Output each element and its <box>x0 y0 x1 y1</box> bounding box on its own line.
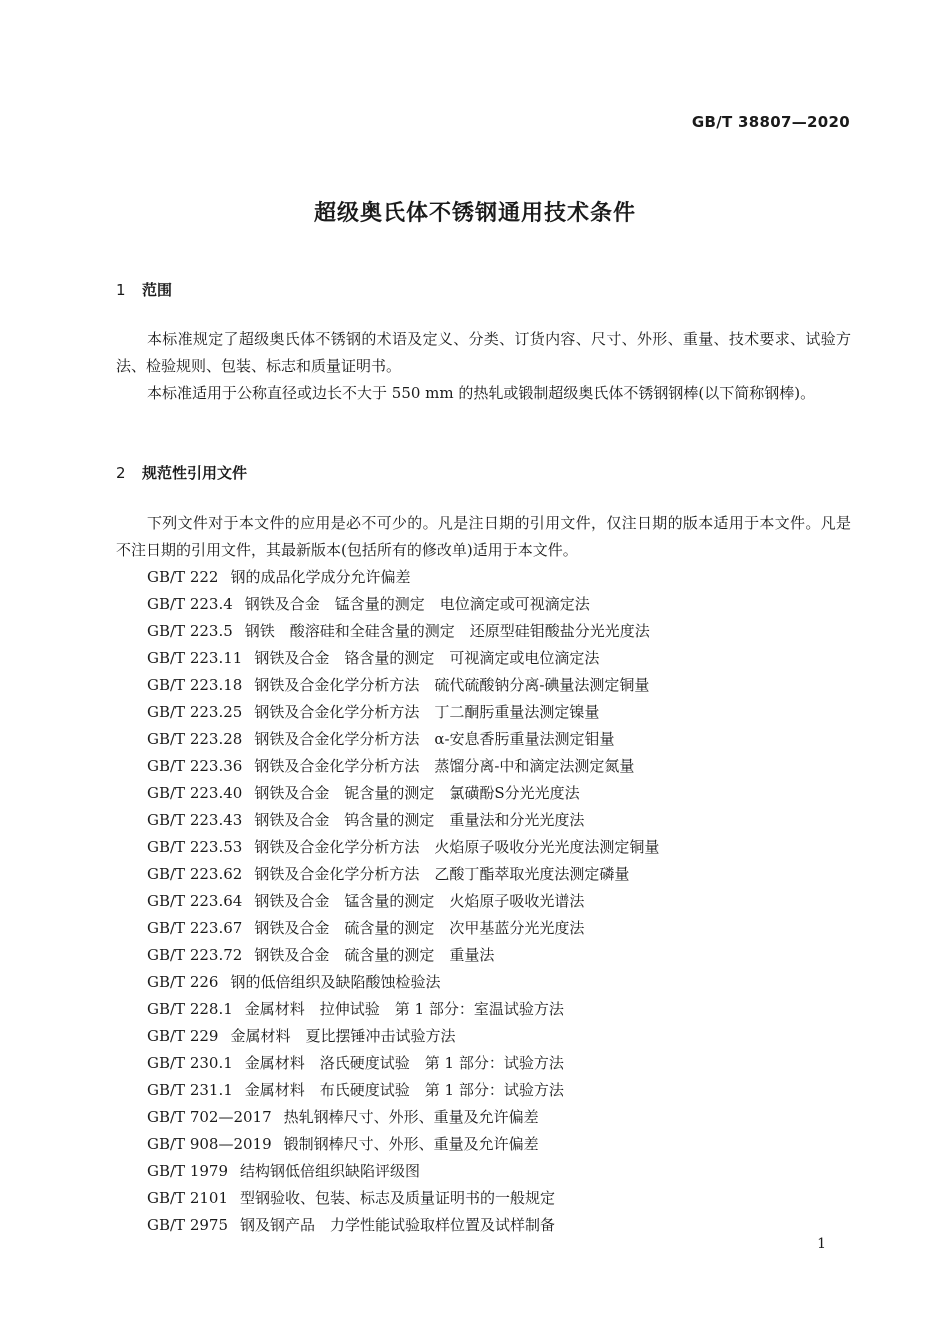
reference-title: 型钢验收、包装、标志及质量证明书的一般规定 <box>240 1189 556 1207</box>
reference-title: 金属材料 夏比摆锤冲击试验方法 <box>230 1027 456 1045</box>
reference-code: GB/T 223.36 <box>147 757 243 775</box>
reference-item <box>147 1185 659 1212</box>
section-2-title: 规范性引用文件 <box>142 464 248 482</box>
reference-code: GB/T 2975 <box>147 1216 229 1234</box>
reference-code: GB/T 228.1 <box>147 1000 233 1018</box>
reference-code: GB/T 2101 <box>147 1189 229 1207</box>
reference-title: 钢铁及合金 硫含量的测定 次甲基蓝分光光度法 <box>254 919 585 937</box>
reference-code: GB/T 223.64 <box>147 892 243 910</box>
reference-title: 钢铁及合金化学分析方法 乙酸丁酯萃取光度法测定磷量 <box>254 865 630 883</box>
reference-title: 钢铁及合金化学分析方法 蒸馏分离-中和滴定法测定氮量 <box>254 757 635 775</box>
reference-code: GB/T 230.1 <box>147 1054 233 1072</box>
reference-item <box>147 1131 659 1158</box>
reference-code: GB/T 223.25 <box>147 703 243 721</box>
reference-item <box>147 1077 659 1104</box>
reference-title: 钢及钢产品 力学性能试验取样位置及试样制备 <box>240 1216 556 1234</box>
reference-code: GB/T 223.53 <box>147 838 243 856</box>
reference-title: 钢铁及合金 钨含量的测定 重量法和分光光度法 <box>254 811 585 829</box>
reference-title: 钢铁及合金 锰含量的测定 电位滴定或可视滴定法 <box>244 595 590 613</box>
reference-title: 钢的低倍组织及缺陷酸蚀检验法 <box>230 973 441 991</box>
standard-number: GB/T 38807—2020 <box>691 113 850 131</box>
reference-item <box>147 591 659 618</box>
scope-paragraph-1: 本标准规定了超级奥氏体不锈钢的术语及定义、分类、订货内容、尺寸、外形、重量、技术要求、试验方法、检验规则、包装、标志和质量证明书。 <box>116 330 851 375</box>
reference-title: 金属材料 布氏硬度试验 第 1 部分：试验方法 <box>244 1081 564 1099</box>
reference-item <box>147 834 659 861</box>
reference-title: 钢铁及合金 铌含量的测定 氯磺酚S分光光度法 <box>254 784 580 802</box>
reference-title: 钢铁及合金化学分析方法 硫代硫酸钠分离-碘量法测定铜量 <box>254 676 650 694</box>
reference-title: 钢铁及合金化学分析方法 丁二酮肟重量法测定镍量 <box>254 703 600 721</box>
reference-code: GB/T 223.18 <box>147 676 243 694</box>
section-2-number: 2 <box>116 464 126 482</box>
reference-item <box>147 861 659 888</box>
reference-item <box>147 753 659 780</box>
reference-title: 钢铁 酸溶硅和全硅含量的测定 还原型硅钼酸盐分光光度法 <box>244 622 650 640</box>
reference-item <box>147 564 659 591</box>
reference-item <box>147 996 659 1023</box>
section-1-heading <box>116 279 172 300</box>
reference-title: 钢铁及合金化学分析方法 α-安息香肟重量法测定钼量 <box>254 730 615 748</box>
reference-item <box>147 645 659 672</box>
references-intro: 下列文件对于本文件的应用是必不可少的。凡是注日期的引用文件，仅注日期的版本适用于本文件。凡是不注日期的引用文件，其最新版本(包括所有的修改单)适用于本文件。 <box>116 514 851 559</box>
reference-title: 钢铁及合金 硫含量的测定 重量法 <box>254 946 495 964</box>
reference-item <box>147 942 659 969</box>
reference-code: GB/T 223.40 <box>147 784 243 802</box>
reference-title: 锻制钢棒尺寸、外形、重量及允许偏差 <box>283 1135 539 1153</box>
reference-code: GB/T 223.5 <box>147 622 233 640</box>
reference-item <box>147 726 659 753</box>
reference-list <box>147 564 659 1239</box>
reference-item <box>147 699 659 726</box>
reference-title: 结构钢低倍组织缺陷评级图 <box>240 1162 421 1180</box>
reference-code: GB/T 223.28 <box>147 730 243 748</box>
reference-code: GB/T 223.62 <box>147 865 243 883</box>
reference-code: GB/T 223.11 <box>147 649 243 667</box>
reference-item <box>147 807 659 834</box>
section-2-heading <box>116 462 247 483</box>
reference-item <box>147 618 659 645</box>
reference-title: 钢的成品化学成分允许偏差 <box>230 568 411 586</box>
reference-item <box>147 1050 659 1077</box>
reference-code: GB/T 222 <box>147 568 219 586</box>
reference-item <box>147 780 659 807</box>
reference-title: 热轧钢棒尺寸、外形、重量及允许偏差 <box>283 1108 539 1126</box>
section-1-number: 1 <box>116 281 126 299</box>
reference-item <box>147 915 659 942</box>
reference-item <box>147 888 659 915</box>
page-number: 1 <box>817 1236 826 1252</box>
reference-code: GB/T 908—2019 <box>147 1135 272 1153</box>
reference-item <box>147 969 659 996</box>
reference-title: 钢铁及合金 铬含量的测定 可视滴定或电位滴定法 <box>254 649 600 667</box>
reference-code: GB/T 223.43 <box>147 811 243 829</box>
reference-code: GB/T 223.67 <box>147 919 243 937</box>
reference-code: GB/T 226 <box>147 973 219 991</box>
reference-code: GB/T 231.1 <box>147 1081 233 1099</box>
reference-item <box>147 672 659 699</box>
reference-title: 金属材料 洛氏硬度试验 第 1 部分：试验方法 <box>244 1054 564 1072</box>
reference-item <box>147 1023 659 1050</box>
section-1-title: 范围 <box>142 281 173 299</box>
reference-item <box>147 1104 659 1131</box>
reference-code: GB/T 1979 <box>147 1162 229 1180</box>
reference-item <box>147 1158 659 1185</box>
scope-paragraph-2: 本标准适用于公称直径或边长不大于 550 mm 的热轧或锻制超级奥氏体不锈钢钢棒(以下简称钢棒)。 <box>147 384 816 402</box>
reference-title: 钢铁及合金化学分析方法 火焰原子吸收分光光度法测定铜量 <box>254 838 660 856</box>
reference-code: GB/T 229 <box>147 1027 219 1045</box>
document-title: 超级奥氏体不锈钢通用技术条件 <box>313 201 636 226</box>
reference-title: 金属材料 拉伸试验 第 1 部分：室温试验方法 <box>244 1000 564 1018</box>
reference-code: GB/T 223.4 <box>147 595 233 613</box>
reference-code: GB/T 223.72 <box>147 946 243 964</box>
reference-title: 钢铁及合金 锰含量的测定 火焰原子吸收光谱法 <box>254 892 585 910</box>
reference-code: GB/T 702—2017 <box>147 1108 272 1126</box>
reference-item <box>147 1212 659 1239</box>
